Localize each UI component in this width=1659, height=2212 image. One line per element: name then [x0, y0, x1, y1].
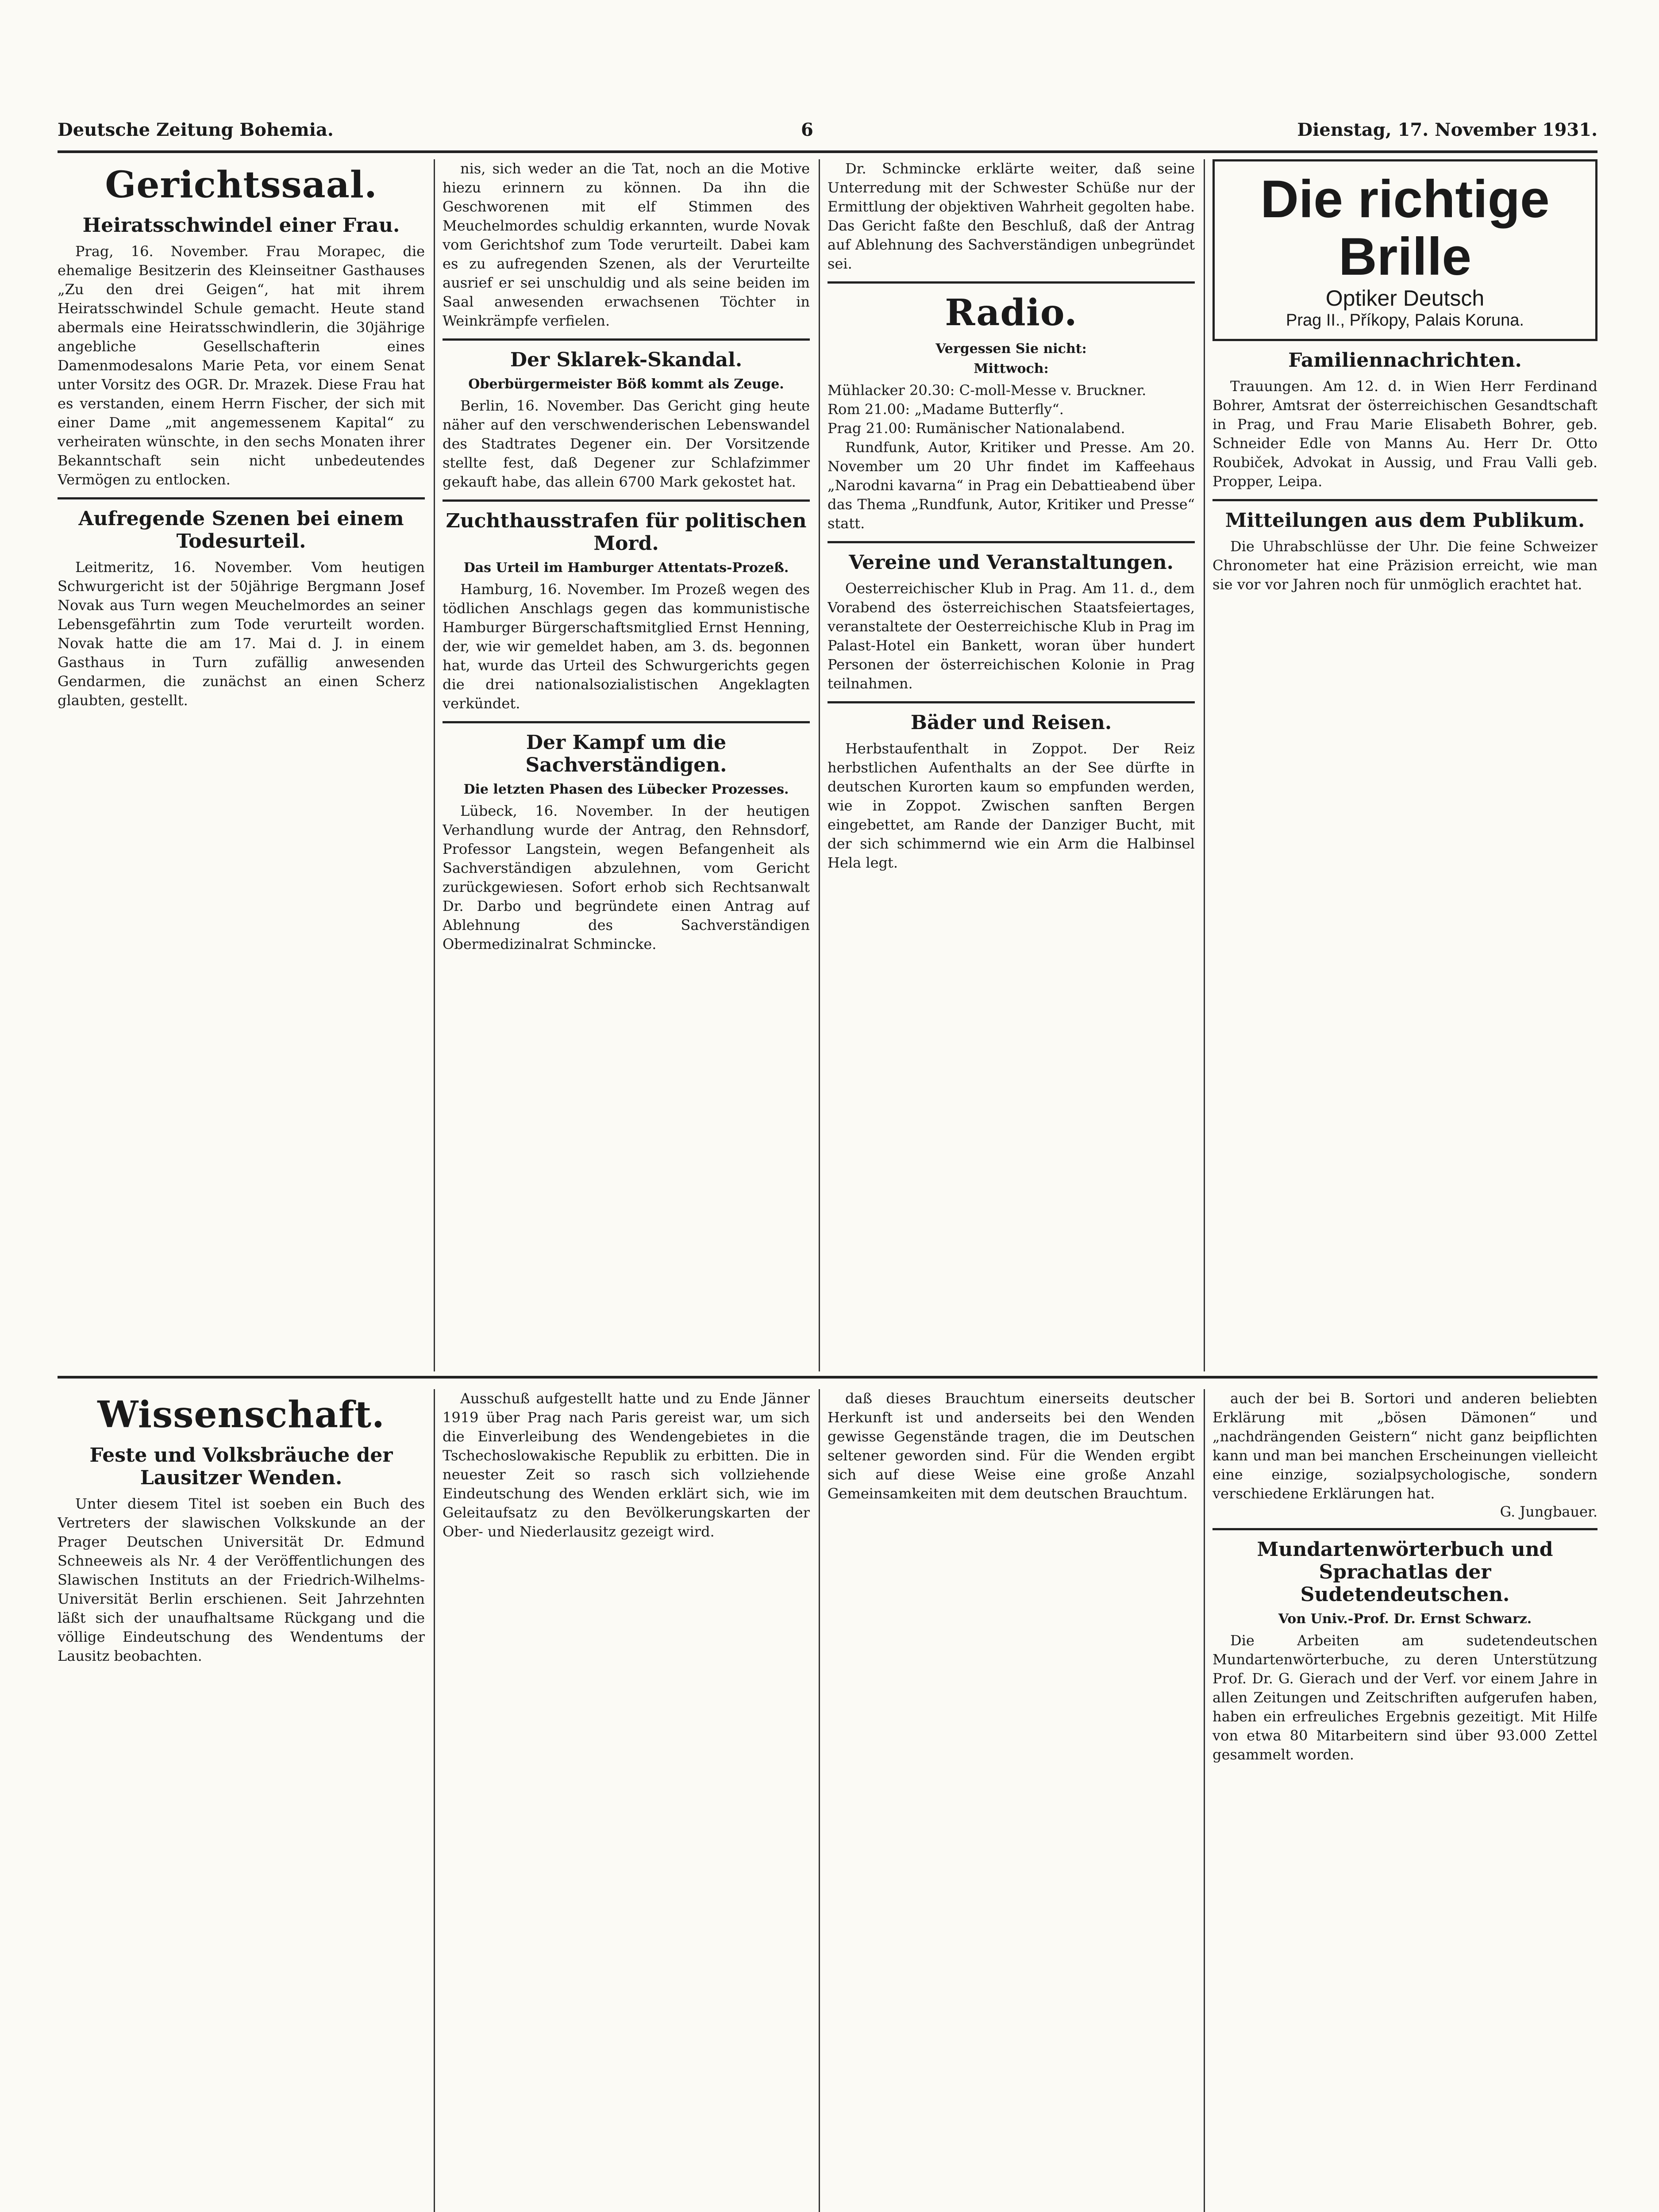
divider — [1212, 499, 1597, 501]
page-number: 6 — [801, 119, 813, 140]
article-text: Prag, 16. November. Frau Morapec, die ehemalige Besitzerin des Kleinseitner Gasthauses „Zu den drei Geigen“, hat mit ihrem Heiratsschwindel Schule gemacht. Heute stand abermals eine Heiratsschwindlerin, die 30jährige angebliche Gesellschafterin eines Damenmodesalons Marie Peta, vor einem Senat unter Vorsitz des OGR. Dr. Mrazek. Diese Frau hat es verstanden, einem Herrn Fischer, der sich mit einer Dame „mit angemessenem Kapital“ zu verheiraten wünschte, in den sechs Monaten ihrer Bekanntschaft sein nicht unbedeutendes Vermögen zu entlocken. — [58, 243, 425, 488]
section-title-publikum: Mitteilungen aus dem Publikum. — [1225, 509, 1585, 532]
radio-program-list — [828, 381, 1195, 438]
divider — [443, 721, 810, 723]
article-text: Rundfunk, Autor, Kritiker und Presse. Am 20. November um 20 Uhr findet im Kaffeehaus „Narodni kavarna“ in Prag ein Debattieabend über das Thema „Rundfunk, Autor, Kritiker und Presse“ statt. — [828, 439, 1195, 532]
article-text: auch der bei B. Sortori und anderen beliebten Erklärung mit „bösen Dämonen“ und „nachdrängenden Geistern“ nicht ganz beipflichten kann und man bei manchen Erscheinungen vielleicht eine einzige, sozialpsychologische, sondern verschiedene Erklärungen hat. — [1212, 1390, 1597, 1502]
radio-program-item: Rom 21.00: „Madame Butterfly“. — [828, 401, 1064, 418]
ad-subtitle: Optiker Deutsch — [1325, 286, 1485, 311]
issue-date: Dienstag, 17. November 1931. — [1297, 119, 1597, 140]
radio-program-item: Prag 21.00: Rumänischer Nationalabend. — [828, 420, 1125, 437]
article-text: nis, sich weder an die Tat, noch an die Motive hiezu erinnern zu können. Da ihn die Geschworenen mit elf Stimmen des Meuchelmordes schuldig erkannten, wurde Novak vom Gerichtshof zum Tode verurteilt. Dabei kam es zu aufregenden Szenen, als der Verurteilte ausrief er sei unschuldig und als seine beiden im Saal anwesenden erwachsenen Töchter in Weinkrämpfe verfielen. — [443, 160, 810, 329]
article-title: Mundartenwörterbuch und Sprachatlas der Sudetendeutschen. — [1257, 1538, 1553, 1606]
page-header — [58, 119, 1597, 153]
radio-subtitle: Vergessen Sie nicht: — [935, 341, 1087, 357]
bottom-column-2 — [443, 1389, 810, 2212]
article-title: Aufregende Szenen bei einem Todesurteil. — [78, 507, 404, 553]
ad-title: Die richtige Brille — [1260, 169, 1550, 286]
article-title: Heiratsschwindel einer Frau. — [82, 214, 400, 237]
section-title-baeder: Bäder und Reisen. — [910, 711, 1112, 734]
article-title: Der Sklarek-Skandal. — [510, 349, 743, 371]
article-title: Der Kampf um die Sachverständigen. — [525, 731, 727, 776]
article-text: Die Arbeiten am sudetendeutschen Mundartenwörterbuche, zu deren Unterstützung Prof. Dr. G. Gierach und der Verf. vor einem Jahre in allen Zeitungen und Zeitschriften aufgerufen haben, haben ein erfreuliches Ergebnis gezeitigt. Mit Hilfe von etwa 80 Mitarbeitern sind über 93.000 Zettel gesammelt worden. — [1212, 1632, 1597, 1763]
column-rule — [819, 159, 820, 1371]
section-title-wissenschaft: Wissenschaft. — [97, 1394, 385, 1436]
column-2 — [443, 159, 810, 1371]
radio-day: Mittwoch: — [974, 361, 1049, 376]
bottom-column-3 — [828, 1389, 1195, 2212]
column-rule — [1204, 159, 1205, 1371]
article-text: Dr. Schmincke erklärte weiter, daß seine Unterredung mit der Schwester Schüße nur der Ermittlung der objektiven Wahrheit gegolten habe. Das Gericht faßte den Beschluß, daß der Antrag auf Ablehnung des Sachverständigen unbegründet sei. — [828, 160, 1195, 272]
divider — [828, 281, 1195, 284]
article-text: Die Uhrabschlüsse der Uhr. Die feine Schweizer Chronometer hat eine Präzision erreicht, wie man sie vor vor Jahren noch für unmöglich erachtet hat. — [1212, 538, 1597, 593]
optician-advertisement — [1212, 159, 1597, 341]
section-title-vereine: Vereine und Veranstaltungen. — [849, 551, 1174, 574]
newspaper-page — [58, 93, 1597, 2212]
column-3 — [828, 159, 1195, 1371]
article-text: Berlin, 16. November. Das Gericht ging heute näher auf den verschwenderischen Lebenswandel des Stadtrates Degener ein. Der Vorsitzende stellte fest, daß Degener zur Schlafzimmer gekauft habe, das allein 6700 Mark gekostet hat. — [443, 397, 810, 490]
column-rule — [1204, 1389, 1205, 2212]
article-text: Trauungen. Am 12. d. in Wien Herr Ferdinand Bohrer, Amtsrat der österreichischen Gesandtschaft in Prag, und Frau Marie Elisabeth Bohrer, geb. Schneider Edle von Manns Au. Herr Dr. Otto Roubiček, Advokat in Aussig, und Frau Valli geb. Propper, Leipa. — [1212, 378, 1597, 490]
article-text: Herbstaufenthalt in Zoppot. Der Reiz herbstlichen Aufenthalts an der See dürfte in deutschen Kurorten kaum so empfunden werden, wie in Zoppot. Zwischen sanften Bergen eingebettet, am Rande der Danziger Bucht, mit der sich schimmernd wie ein Arm die Halbinsel Hela legt. — [828, 740, 1195, 871]
author-signature: G. Jungbauer. — [1500, 1503, 1597, 1520]
article-subtitle: Oberbürgermeister Böß kommt als Zeuge. — [468, 376, 784, 392]
article-text: Oesterreichischer Klub in Prag. Am 11. d., dem Vorabend des österreichischen Staatsfeiertages, veranstaltete der Oesterreichische Klub in Prag im Palast-Hotel ein Bankett, woran über hundert Personen der österreichischen Kolonie in Prag teilnahmen. — [828, 580, 1195, 692]
article-subtitle: Die letzten Phasen des Lübecker Prozesses. — [463, 782, 789, 797]
divider — [828, 701, 1195, 703]
column-1 — [58, 159, 425, 1371]
bottom-column-4 — [1212, 1389, 1597, 2212]
divider — [1212, 1528, 1597, 1530]
article-title: Zuchthausstrafen für politischen Mord. — [446, 510, 807, 555]
article-title: Feste und Volksbräuche der Lausitzer Wenden. — [89, 1444, 393, 1489]
article-subtitle: Das Urteil im Hamburger Attentats-Prozeß. — [463, 560, 789, 576]
radio-program-item: Mühlacker 20.30: C-moll-Messe v. Bruckner. — [828, 382, 1147, 399]
column-rule — [434, 159, 435, 1371]
column-rule — [434, 1389, 435, 2212]
article-text: Leitmeritz, 16. November. Vom heutigen Schwurgericht ist der 50jährige Bergmann Josef Novak aus Turn wegen Meuchelmordes an seiner Lebensgefährtin zum Tode verurteilt worden. Novak hatte die am 17. Mai d. J. in einem Gasthaus in Turn zufällig anwesenden Gendarmen, die zunächst an einen Scherz glaubten, gestellt. — [58, 559, 425, 709]
section-title-familie: Familiennachrichten. — [1288, 349, 1522, 372]
article-text: Unter diesem Titel ist soeben ein Buch des Vertreters der slawischen Volkskunde an der Prager Deutschen Universität Dr. Edmund Schneeweis als Nr. 4 der Veröffentlichungen des Slawischen Instituts an der Friedrich-Wilhelms-Universität Berlin erschienen. Seit Jahrzehnten läßt sich der unaufhaltsame Rückgang und die völlige Eindeutschung des Wendentums der Lausitz beobachten. — [58, 1495, 425, 1664]
divider — [58, 497, 425, 499]
article-subtitle: Von Univ.-Prof. Dr. Ernst Schwarz. — [1278, 1611, 1532, 1627]
section-title-radio: Radio. — [945, 292, 1078, 334]
section-title-gerichtssaal: Gerichtssaal. — [105, 164, 377, 206]
column-4 — [1212, 159, 1597, 1371]
section-divider — [58, 1376, 1597, 1379]
article-text: daß dieses Brauchtum einerseits deutscher Herkunft ist und anderseits bei den Wenden gewisse Gegenstände tragen, die im Deutschen seltener geworden sind. Für die Wenden ergibt sich auf diese Weise eine große Anzahl Gemeinsamkeiten mit dem deutschen Brauchtum. — [828, 1390, 1195, 1502]
column-rule — [819, 1389, 820, 2212]
divider — [443, 338, 810, 341]
article-text: Lübeck, 16. November. In der heutigen Verhandlung wurde der Antrag, den Rehnsdorf, Professor Langstein, wegen Befangenheit als Sachverständigen abzulehnen, vom Gericht zurückgewiesen. Sofort erhob sich Rechtsanwalt Dr. Darbo und begründete einen Antrag auf Ablehnung des Sachverständigen Obermedizinalrat Schmincke. — [443, 803, 810, 952]
divider — [443, 499, 810, 502]
paper-name: Deutsche Zeitung Bohemia. — [58, 119, 334, 140]
ad-address: Prag II., Příkopy, Palais Koruna. — [1286, 311, 1524, 330]
bottom-column-1 — [58, 1389, 425, 2212]
article-text: Hamburg, 16. November. Im Prozeß wegen des tödlichen Anschlags gegen das kommunistische Hamburger Bürgerschaftsmitglied Ernst Henning, der, wie wir gemeldet haben, am 3. ds. begonnen hat, wurde das Urteil des Schwurgerichts gegen die drei nationalsozialistischen Angeklagten verkündet. — [443, 581, 810, 712]
divider — [828, 541, 1195, 543]
article-text: Ausschuß aufgestellt hatte und zu Ende Jänner 1919 über Prag nach Paris gereist war, um sich die Einverleibung des Wendengebietes in die Tschechoslowakische Republik zu erbitten. Die in neuester Zeit so rasch sich vollziehende Eindeutschung des Wenden erklärt sich, wie im Geleitaufsatz zu den Bevölkerungskarten der Ober- und Niederlausitz gezeigt wird. — [443, 1390, 810, 1540]
